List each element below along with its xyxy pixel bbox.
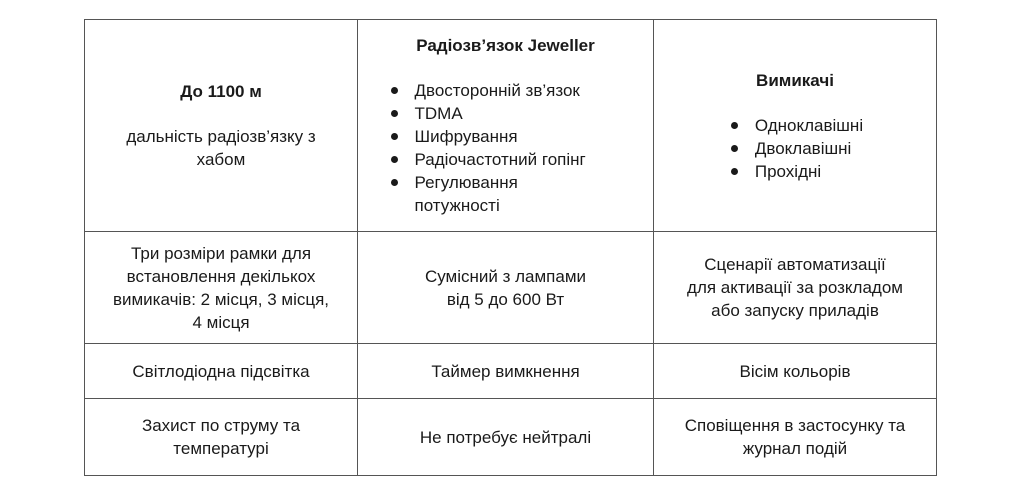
colors-text: Вісім кольорів [739, 361, 851, 381]
led-text: Світлодіодна підсвітка [132, 361, 310, 381]
list-item: Шифрування [387, 125, 625, 148]
list-item: Двосторонній зв’язок [387, 79, 625, 102]
table-cell-switches [654, 20, 937, 232]
list-item: Двоклавішні [727, 137, 863, 160]
switches-list [727, 114, 863, 183]
range-title: До 1100 м [180, 82, 262, 101]
table-row [85, 399, 937, 476]
list-item: TDMA [387, 102, 625, 125]
list-item: Одноклавішні [727, 114, 863, 137]
table-cell-neutral [358, 399, 654, 476]
table-cell-timer [358, 344, 654, 399]
list-item: Прохідні [727, 160, 863, 183]
lamps-text: Сумісний з лампами від 5 до 600 Вт [424, 266, 587, 309]
jeweller-list [387, 79, 625, 217]
list-item: Регулювання потужності [387, 171, 565, 217]
switches-title: Вимикачі [756, 70, 834, 90]
timer-text: Таймер вимкнення [431, 361, 580, 381]
range-description: дальність радіозв’язку з хабом [126, 127, 316, 169]
table-row [85, 20, 937, 232]
list-item: Радіочастотний гопінг [387, 148, 625, 171]
table-cell-colors [654, 344, 937, 399]
table-cell-jeweller [358, 20, 654, 232]
table-cell-frame-sizes [85, 232, 358, 344]
table-cell-led [85, 344, 358, 399]
table-row [85, 344, 937, 399]
table-cell-notifications [654, 399, 937, 476]
scenarios-text: Сценарії автоматизації для активації за розкладом або запуску приладів [687, 255, 903, 320]
table-row [85, 232, 937, 344]
notifications-text: Сповіщення в застосунку та журнал подій [684, 416, 906, 458]
table-cell-lamps [358, 232, 654, 344]
protection-text: Захист по струму та температурі [141, 416, 301, 458]
feature-table [84, 19, 937, 476]
frame-sizes-text: Три розміри рамки для встановлення декількох вимикачів: 2 місця, 3 місця, 4 місця [112, 243, 330, 332]
table-cell-range [85, 20, 358, 232]
jeweller-title: Радіозв’язок Jeweller [416, 36, 595, 55]
table-cell-scenarios [654, 232, 937, 344]
table-cell-protection [85, 399, 358, 476]
neutral-text: Не потребує нейтралі [419, 427, 592, 447]
